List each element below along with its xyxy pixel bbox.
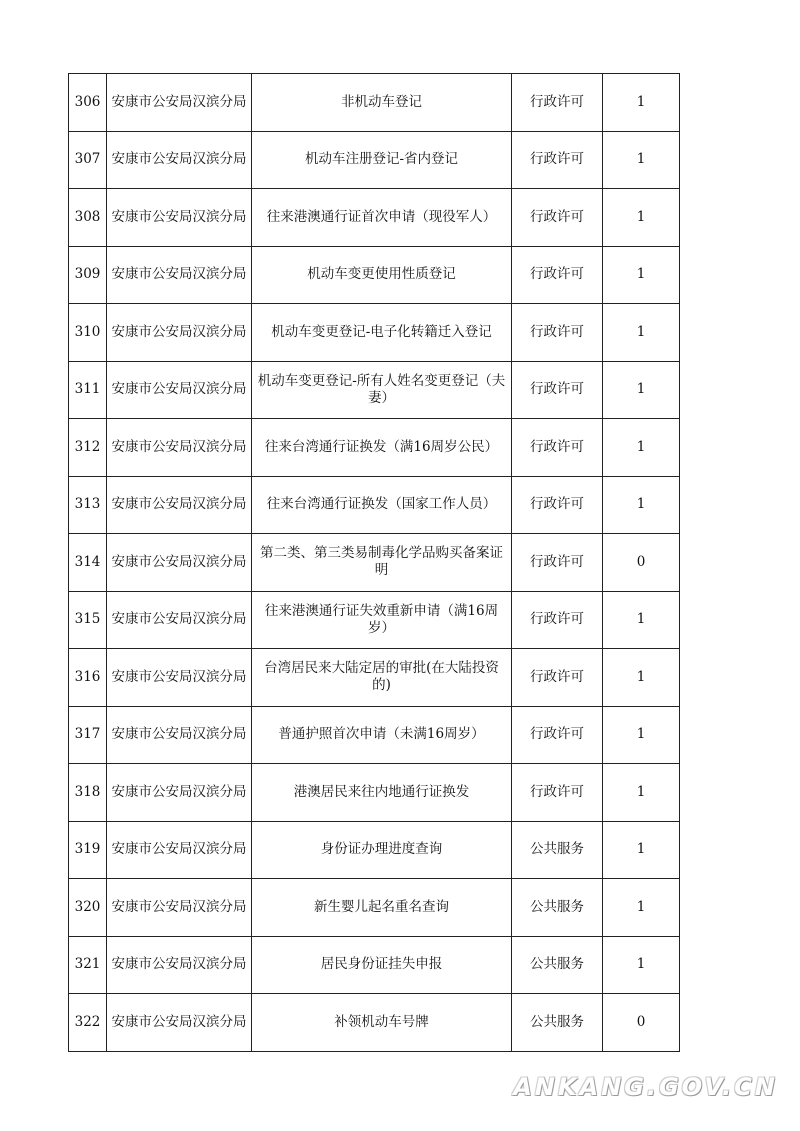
count-cell: 1 (603, 879, 680, 937)
service-item-cell: 往来台湾通行证换发（国家工作人员） (252, 476, 512, 534)
table-row (69, 649, 680, 707)
category-cell: 行政许可 (512, 361, 603, 419)
department-cell: 安康市公安局汉滨分局 (107, 591, 252, 649)
count-cell: 1 (603, 476, 680, 534)
table-row (69, 476, 680, 534)
row-number-cell: 306 (69, 74, 107, 132)
department-cell: 安康市公安局汉滨分局 (107, 706, 252, 764)
table-row (69, 74, 680, 132)
count-cell: 1 (603, 189, 680, 247)
count-cell: 1 (603, 361, 680, 419)
records-table (68, 73, 680, 1052)
department-cell: 安康市公安局汉滨分局 (107, 649, 252, 707)
row-number-cell: 322 (69, 994, 107, 1052)
category-cell: 行政许可 (512, 189, 603, 247)
department-cell: 安康市公安局汉滨分局 (107, 534, 252, 592)
site-watermark: ANKANG.GOV.CN (513, 1073, 778, 1101)
count-cell: 1 (603, 936, 680, 994)
department-cell: 安康市公安局汉滨分局 (107, 764, 252, 822)
row-number-cell: 314 (69, 534, 107, 592)
service-item-cell: 非机动车登记 (252, 74, 512, 132)
row-number-cell: 317 (69, 706, 107, 764)
row-number-cell: 309 (69, 246, 107, 304)
service-item-cell: 普通护照首次申请（未满16周岁） (252, 706, 512, 764)
table-row (69, 131, 680, 189)
department-cell: 安康市公安局汉滨分局 (107, 74, 252, 132)
table-row (69, 764, 680, 822)
service-item-cell: 港澳居民来往内地通行证换发 (252, 764, 512, 822)
service-item-cell: 新生婴儿起名重名查询 (252, 879, 512, 937)
service-item-cell: 居民身份证挂失申报 (252, 936, 512, 994)
count-cell: 1 (603, 764, 680, 822)
table-row (69, 936, 680, 994)
department-cell: 安康市公安局汉滨分局 (107, 936, 252, 994)
category-cell: 行政许可 (512, 419, 603, 477)
table-row (69, 591, 680, 649)
table-row (69, 821, 680, 879)
category-cell: 行政许可 (512, 649, 603, 707)
department-cell: 安康市公安局汉滨分局 (107, 419, 252, 477)
count-cell: 0 (603, 534, 680, 592)
category-cell: 行政许可 (512, 131, 603, 189)
category-cell: 行政许可 (512, 74, 603, 132)
row-number-cell: 313 (69, 476, 107, 534)
row-number-cell: 312 (69, 419, 107, 477)
service-item-cell: 补领机动车号牌 (252, 994, 512, 1052)
department-cell: 安康市公安局汉滨分局 (107, 879, 252, 937)
service-item-cell: 机动车变更登记-所有人姓名变更登记（夫妻） (252, 361, 512, 419)
category-cell: 行政许可 (512, 476, 603, 534)
row-number-cell: 310 (69, 304, 107, 362)
department-cell: 安康市公安局汉滨分局 (107, 476, 252, 534)
table-row (69, 189, 680, 247)
table-row (69, 246, 680, 304)
table-row (69, 706, 680, 764)
count-cell: 1 (603, 591, 680, 649)
table-row (69, 879, 680, 937)
count-cell: 1 (603, 304, 680, 362)
row-number-cell: 321 (69, 936, 107, 994)
row-number-cell: 318 (69, 764, 107, 822)
department-cell: 安康市公安局汉滨分局 (107, 994, 252, 1052)
row-number-cell: 319 (69, 821, 107, 879)
category-cell: 公共服务 (512, 821, 603, 879)
department-cell: 安康市公安局汉滨分局 (107, 131, 252, 189)
count-cell: 1 (603, 246, 680, 304)
row-number-cell: 315 (69, 591, 107, 649)
service-item-cell: 机动车变更登记-电子化转籍迁入登记 (252, 304, 512, 362)
count-cell: 1 (603, 131, 680, 189)
department-cell: 安康市公安局汉滨分局 (107, 304, 252, 362)
service-item-cell: 台湾居民来大陆定居的审批(在大陆投资的) (252, 649, 512, 707)
count-cell: 1 (603, 649, 680, 707)
count-cell: 0 (603, 994, 680, 1052)
count-cell: 1 (603, 821, 680, 879)
service-item-cell: 机动车注册登记-省内登记 (252, 131, 512, 189)
row-number-cell: 308 (69, 189, 107, 247)
service-item-cell: 第二类、第三类易制毒化学品购买备案证明 (252, 534, 512, 592)
count-cell: 1 (603, 419, 680, 477)
department-cell: 安康市公安局汉滨分局 (107, 821, 252, 879)
category-cell: 行政许可 (512, 534, 603, 592)
count-cell: 1 (603, 706, 680, 764)
table-row (69, 534, 680, 592)
service-item-cell: 身份证办理进度查询 (252, 821, 512, 879)
category-cell: 行政许可 (512, 304, 603, 362)
category-cell: 行政许可 (512, 246, 603, 304)
category-cell: 公共服务 (512, 936, 603, 994)
row-number-cell: 311 (69, 361, 107, 419)
category-cell: 行政许可 (512, 591, 603, 649)
service-item-cell: 往来台湾通行证换发（满16周岁公民） (252, 419, 512, 477)
row-number-cell: 320 (69, 879, 107, 937)
category-cell: 行政许可 (512, 764, 603, 822)
records-table-body (69, 74, 680, 1052)
category-cell: 公共服务 (512, 879, 603, 937)
table-row (69, 304, 680, 362)
service-item-cell: 机动车变更使用性质登记 (252, 246, 512, 304)
table-row (69, 994, 680, 1052)
department-cell: 安康市公安局汉滨分局 (107, 189, 252, 247)
row-number-cell: 316 (69, 649, 107, 707)
category-cell: 公共服务 (512, 994, 603, 1052)
table-row (69, 361, 680, 419)
table-row (69, 419, 680, 477)
service-item-cell: 往来港澳通行证失效重新申请（满16周岁） (252, 591, 512, 649)
service-item-cell: 往来港澳通行证首次申请（现役军人） (252, 189, 512, 247)
department-cell: 安康市公安局汉滨分局 (107, 246, 252, 304)
department-cell: 安康市公安局汉滨分局 (107, 361, 252, 419)
count-cell: 1 (603, 74, 680, 132)
row-number-cell: 307 (69, 131, 107, 189)
category-cell: 行政许可 (512, 706, 603, 764)
